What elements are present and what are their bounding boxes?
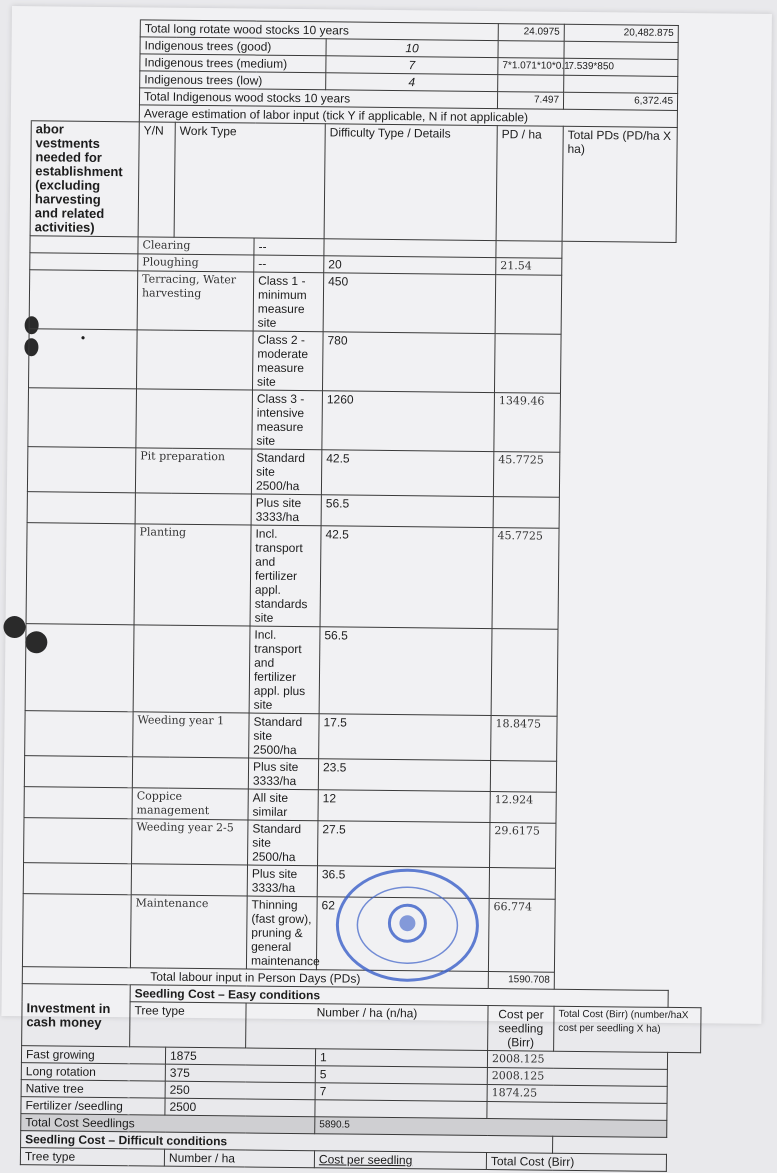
labor-total-cell <box>493 497 559 529</box>
cash-total-cell: 1874.25 <box>487 1085 667 1104</box>
cash-type-cell: Native tree <box>21 1080 165 1099</box>
labor-detail-cell: -- <box>254 238 324 256</box>
labor-detail-cell: Thinning (fast grow), pruning & general maintenance <box>246 896 317 970</box>
cash-cost-cell <box>315 1100 487 1119</box>
labor-detail-cell: Class 2 - moderate measure site <box>252 331 323 391</box>
labor-detail-cell: All site similar <box>248 789 318 821</box>
labor-pd-cell: 17.5 <box>319 714 491 761</box>
document-page <box>1 6 772 1169</box>
labor-total-cell: 18.8475 <box>491 716 557 762</box>
labor-work-cell <box>136 389 253 449</box>
labor-yn-cell <box>26 523 135 625</box>
labor-detail-cell: Class 1 - minimum measure site <box>253 272 324 332</box>
labor-total-cell <box>495 275 562 335</box>
cash-total-cell: 2008.125 <box>487 1068 667 1087</box>
labor-yn-cell <box>30 236 138 254</box>
labor-pd-cell <box>324 239 496 258</box>
labor-yn-cell <box>23 863 131 895</box>
labor-pd-cell: 27.5 <box>318 821 490 868</box>
wood-stock-row: Indigenous trees (low) 4 <box>32 70 711 94</box>
labor-pd-cell: 450 <box>323 273 496 334</box>
labor-pd-cell: 62 <box>316 897 489 972</box>
labor-total-cell: 12.924 <box>490 792 556 824</box>
labor-total-cell: 21.54 <box>496 258 562 276</box>
labor-total-cell <box>494 334 561 394</box>
labor-total-cell: 29.6175 <box>490 823 556 869</box>
labor-pd-cell: 42.5 <box>320 526 493 629</box>
labor-detail-cell: Plus site 3333/ha <box>251 494 321 526</box>
labor-yn-cell <box>22 894 131 968</box>
labor-yn-cell <box>27 447 135 493</box>
labor-total-cell <box>490 761 556 793</box>
labor-total-cell <box>489 868 555 900</box>
labor-pd-cell: 20 <box>324 256 496 275</box>
labor-work-cell: Planting <box>134 524 251 626</box>
labor-pd-cell: 56.5 <box>319 627 492 716</box>
labor-work-cell <box>133 625 250 713</box>
labor-yn-cell <box>24 818 132 864</box>
labor-row <box>28 388 708 454</box>
cash-header-row-2: Tree type Number / ha Cost per seedling Total Cost (Birr) <box>20 1148 699 1172</box>
labor-yn-cell <box>24 787 132 819</box>
labor-pd-cell: 42.5 <box>321 450 493 497</box>
labor-row <box>26 523 706 631</box>
labor-detail-cell: Class 3 - intensive measure site <box>252 390 323 450</box>
labor-side-label: abor vestments needed for establishment (excluding harvesting and related activities) <box>30 121 139 237</box>
wood-stock-row: Indigenous trees (good) 10 <box>32 36 711 60</box>
punch-hole <box>3 616 25 638</box>
labor-yn-cell <box>29 270 138 330</box>
labor-yn-cell <box>25 711 133 757</box>
labor-yn-cell <box>25 624 134 712</box>
labor-work-cell: Pit preparation <box>135 448 251 494</box>
labor-row <box>25 711 704 763</box>
cash-total-row: Total Cost Seedlings 5890.5 <box>21 1114 700 1138</box>
labor-pd-cell: 56.5 <box>321 495 493 528</box>
labor-work-cell: Weeding year 2-5 <box>132 819 248 865</box>
cash-cost-cell: 7 <box>315 1083 487 1102</box>
labor-detail-cell: Standard site 2500/ha <box>251 449 321 495</box>
cash-type-cell: Fast growing <box>21 1046 165 1065</box>
cash-side-label: Investment in cash money <box>22 984 131 1047</box>
labor-total-cell <box>491 629 558 717</box>
labor-detail-cell: Standard site 2500/ha <box>249 713 319 759</box>
labor-detail-cell: Incl. transport and fertilizer appl. standards site <box>250 525 321 627</box>
wood-stock-row: Total long rotate wood stocks 10 years 24.0975 20,482.875 <box>32 19 711 43</box>
difficult-title-row: Seedling Cost – Difficult conditions <box>21 1131 700 1155</box>
wood-stock-row: Total Indigenous wood stocks 10 years 7.497 6,372.45 <box>31 87 710 111</box>
labor-heading-row: Average estimation of labor input (tick Y if applicable, N if not applicable) <box>31 104 710 128</box>
cash-number-cell: 1875 <box>165 1047 315 1066</box>
labor-total-row: Total labour input in Person Days (PDs) 1590.708 <box>22 967 701 991</box>
labor-total-cell: 1349.46 <box>494 393 561 453</box>
labor-work-cell: Ploughing <box>138 254 254 272</box>
labor-work-cell: Clearing <box>138 237 254 255</box>
row-label: Total long rotate wood stocks 10 years <box>140 20 498 41</box>
labor-detail-cell: Plus site 3333/ha <box>248 758 318 790</box>
labor-row <box>27 447 706 499</box>
labor-yn-cell <box>24 756 132 788</box>
labor-total-cell: 45.7725 <box>492 528 559 630</box>
cash-number-cell: 250 <box>165 1081 315 1100</box>
labor-yn-cell <box>30 253 138 271</box>
labor-yn-cell <box>27 492 135 524</box>
cash-rows <box>21 1046 701 1121</box>
labor-work-cell: Maintenance <box>130 895 247 969</box>
labor-pd-cell: 780 <box>322 332 495 393</box>
labor-work-cell <box>135 493 251 525</box>
labor-header-row: abor vestments needed for establishment (excluding harvesting and related activities) Y/N Work Type Difficulty Type / Details PD / ha Total PDs (PD/ha X ha) <box>30 121 710 243</box>
cash-total-cell: 2008.125 <box>487 1051 667 1070</box>
cash-total-cell <box>487 1102 667 1121</box>
labor-yn-cell: • <box>29 329 138 389</box>
cash-number-cell: 375 <box>165 1064 315 1083</box>
official-stamp-icon <box>332 864 483 986</box>
easy-title-row: Investment in cash money Seedling Cost – Easy conditions <box>22 984 701 1008</box>
cash-cost-cell: 5 <box>315 1066 487 1085</box>
labor-work-cell: Weeding year 1 <box>133 712 249 758</box>
labor-pd-cell: 1260 <box>322 391 495 452</box>
labor-row <box>24 818 703 870</box>
labor-work-cell <box>136 330 253 390</box>
cash-type-cell: Fertilizer /seedling <box>21 1097 165 1116</box>
labor-pd-cell: 36.5 <box>317 866 489 899</box>
labor-pd-cell: 23.5 <box>318 759 490 792</box>
labor-row <box>29 270 709 336</box>
cash-type-cell: Long rotation <box>21 1063 165 1082</box>
labor-detail-cell: -- <box>254 255 324 273</box>
labor-pd-cell: 12 <box>318 790 490 823</box>
labor-detail-cell: Plus site 3333/ha <box>247 865 317 897</box>
labor-total-cell <box>496 241 562 259</box>
labor-rows <box>22 236 709 974</box>
wood-stock-row: Indigenous trees (medium) 7 7*1.071*10*0.1 7.539*850 <box>32 53 711 77</box>
labor-work-cell: Coppice management <box>132 788 248 820</box>
cash-number-cell: 2500 <box>165 1098 315 1117</box>
labor-detail-cell: Standard site 2500/ha <box>248 820 318 866</box>
cash-cost-cell: 1 <box>315 1049 487 1068</box>
cost-table <box>20 18 712 1172</box>
labor-row <box>29 329 709 395</box>
labor-row <box>25 624 705 718</box>
labor-total-cell: 45.7725 <box>493 452 559 498</box>
labor-work-cell <box>131 864 247 896</box>
cash-header-row: Tree type Number / ha (n/ha) Cost per seedling (Birr) Total Cost (Birr) (number/haX cost per seedling X ha) <box>22 1001 701 1053</box>
labor-work-cell: Terracing, Water harvesting <box>137 271 254 331</box>
labor-total-cell: 66.774 <box>488 899 555 973</box>
labor-work-cell <box>132 757 248 789</box>
labor-detail-cell: Incl. transport and fertilizer appl. plus site <box>249 626 320 714</box>
labor-yn-cell <box>28 388 137 448</box>
